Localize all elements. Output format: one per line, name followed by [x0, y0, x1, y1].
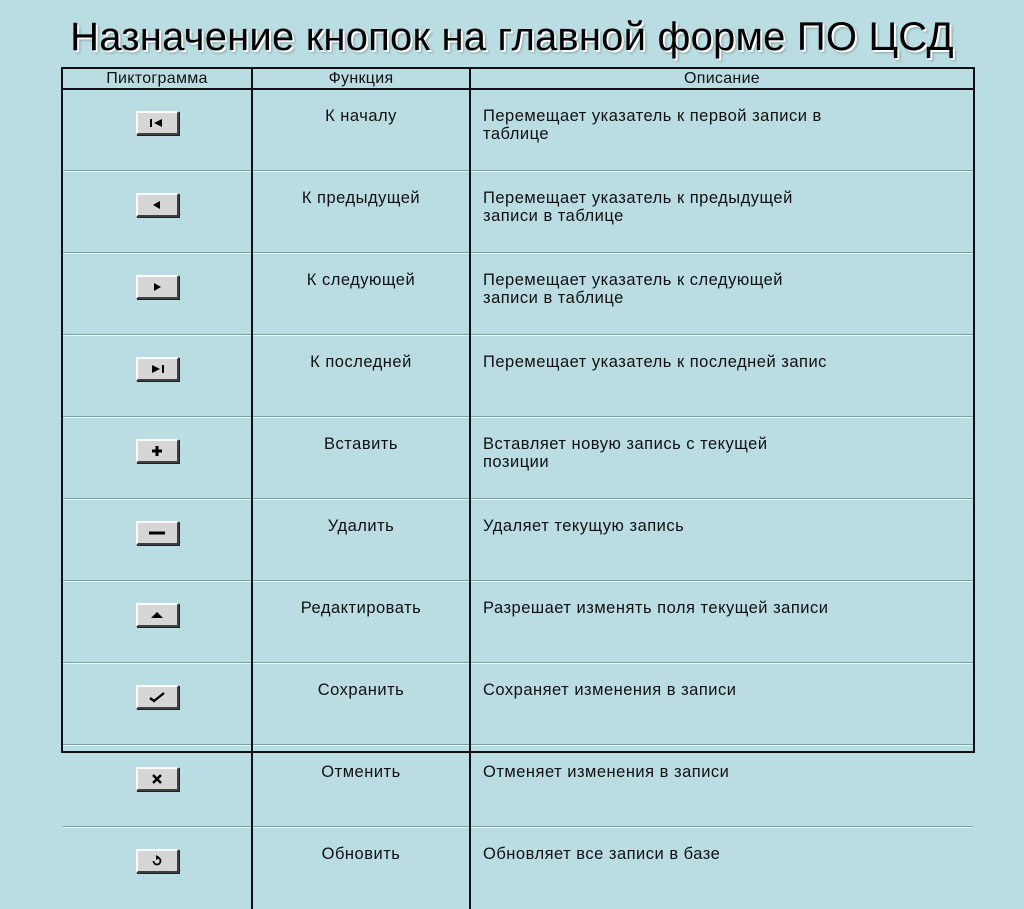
icon-cell	[63, 172, 252, 254]
description-cell: Удаляет текущую запись	[470, 500, 973, 582]
table-row	[63, 664, 973, 746]
previous-record-icon	[150, 200, 164, 210]
table-row	[63, 746, 973, 828]
description-cell: Обновляет все записи в базе	[470, 828, 973, 909]
checkmark-icon	[148, 691, 166, 703]
up-triangle-icon	[149, 610, 165, 620]
plus-icon	[150, 444, 164, 458]
table-row	[63, 418, 973, 500]
table-row	[63, 500, 973, 582]
table-row	[63, 582, 973, 664]
description-cell: Перемещает указатель к следующей записи в таблице	[470, 254, 973, 336]
icon-cell	[63, 746, 252, 828]
header-function: Функция	[252, 69, 470, 89]
next-record-icon	[150, 282, 164, 292]
function-cell: К началу	[252, 89, 470, 172]
table-row	[63, 336, 973, 418]
description-cell: Вставляет новую запись с текущей позиции	[470, 418, 973, 500]
function-cell: К предыдущей	[252, 172, 470, 254]
description-cell: Разрешает изменять поля текущей записи	[470, 582, 973, 664]
save-button[interactable]	[136, 685, 179, 709]
first-record-button[interactable]	[136, 111, 179, 135]
function-cell: Вставить	[252, 418, 470, 500]
function-cell: Обновить	[252, 828, 470, 909]
icon-cell	[63, 254, 252, 336]
table-row	[63, 172, 973, 254]
function-cell: К последней	[252, 336, 470, 418]
page-title: Назначение кнопок на главной форме ПО ЦСД	[0, 14, 1024, 60]
icon-cell	[63, 89, 252, 172]
function-cell: Удалить	[252, 500, 470, 582]
icon-cell	[63, 500, 252, 582]
last-record-button[interactable]	[136, 357, 179, 381]
previous-record-button[interactable]	[136, 193, 179, 217]
cancel-button[interactable]	[136, 767, 179, 791]
edit-button[interactable]	[136, 603, 179, 627]
function-cell: К следующей	[252, 254, 470, 336]
table-row	[63, 89, 973, 172]
table-row	[63, 828, 973, 909]
icon-cell	[63, 664, 252, 746]
refresh-button[interactable]	[136, 849, 179, 873]
header-description: Описание	[470, 69, 973, 89]
icon-cell	[63, 336, 252, 418]
cross-icon	[151, 773, 163, 785]
icon-cell	[63, 828, 252, 909]
description-cell: Сохраняет изменения в записи	[470, 664, 973, 746]
refresh-icon	[150, 854, 164, 868]
function-cell: Редактировать	[252, 582, 470, 664]
minus-icon	[148, 528, 166, 538]
buttons-table	[63, 69, 973, 909]
description-cell: Перемещает указатель к предыдущей записи в таблице	[470, 172, 973, 254]
icon-cell	[63, 418, 252, 500]
insert-button[interactable]	[136, 439, 179, 463]
header-icon: Пиктограмма	[63, 69, 252, 89]
description-cell: Перемещает указатель к первой записи в таблице	[470, 89, 973, 172]
function-cell: Сохранить	[252, 664, 470, 746]
description-cell: Отменяет изменения в записи	[470, 746, 973, 828]
table-row	[63, 254, 973, 336]
table-header-row	[63, 69, 973, 89]
buttons-table-frame	[61, 67, 975, 753]
description-cell: Перемещает указатель к последней запис	[470, 336, 973, 418]
first-record-icon	[148, 118, 166, 128]
last-record-icon	[148, 364, 166, 374]
function-cell: Отменить	[252, 746, 470, 828]
next-record-button[interactable]	[136, 275, 179, 299]
icon-cell	[63, 582, 252, 664]
delete-button[interactable]	[136, 521, 179, 545]
